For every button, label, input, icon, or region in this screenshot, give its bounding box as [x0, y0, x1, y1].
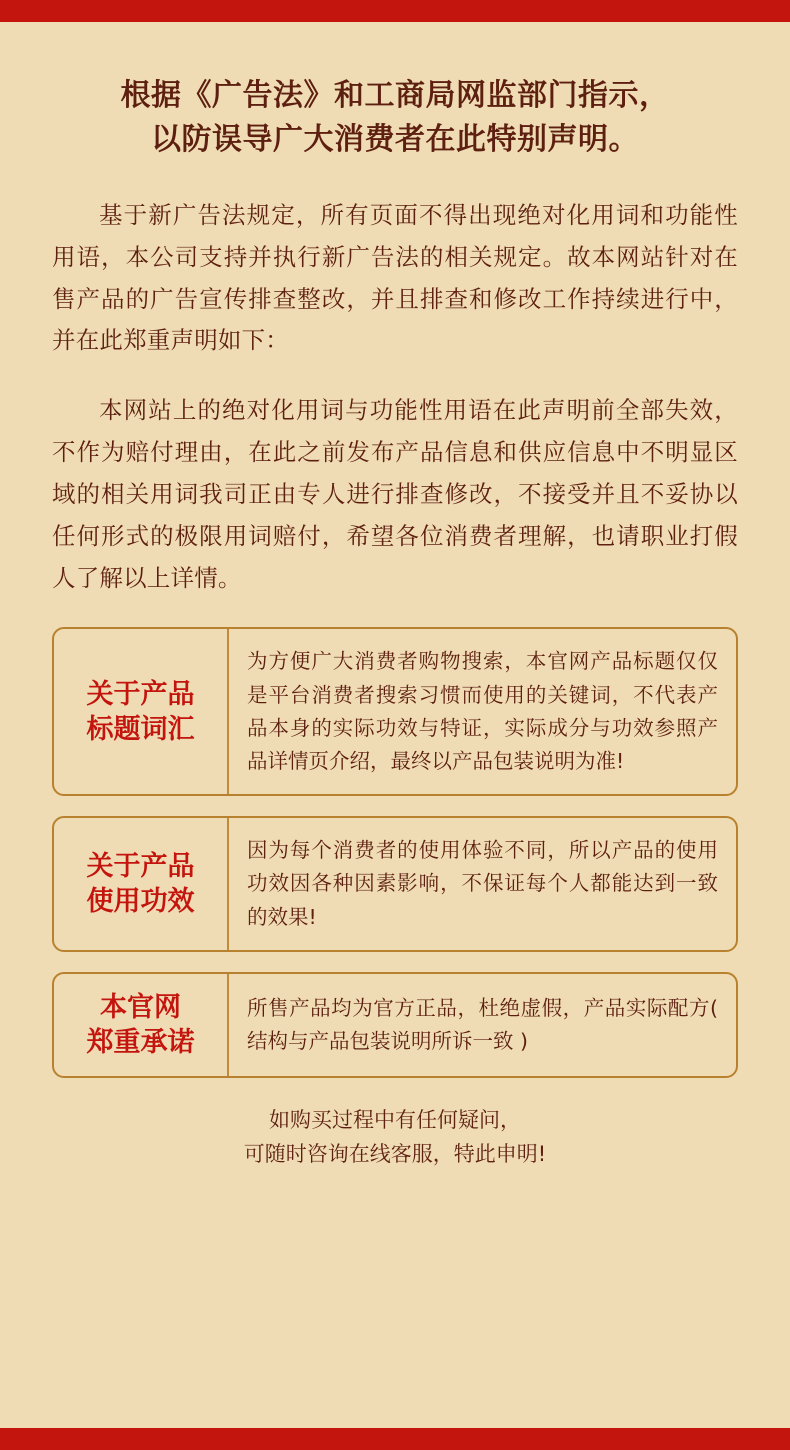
- card-label: [54, 629, 229, 794]
- card-label-line-1: 关于产品: [86, 678, 195, 710]
- bottom-red-band: [0, 1428, 790, 1450]
- footer-note-line-1: 如购买过程中有任何疑问，: [269, 1108, 521, 1133]
- card-label: [54, 818, 229, 950]
- card-text: 为方便广大消费者购物搜索，本官网产品标题仅仅是平台消费者搜索习惯而使用的关键词，不代表产品本身的实际功效与特证，实际成分与功效参照产品详情页介绍，最终以产品包装说明为准!: [247, 649, 718, 774]
- paragraph-1: 基于新广告法规定，所有页面不得出现绝对化用词和功能性用语，本公司支持并执行新广告法的相关规定。故本网站针对在售产品的广告宣传排查整改，并且排查和修改工作持续进行中，并在此郑重声明如下：: [52, 201, 738, 355]
- card-label-line-2: 标题词汇: [86, 713, 195, 745]
- card-product-title-wording: [52, 627, 738, 796]
- page-title: [52, 22, 738, 161]
- footer-note: [52, 1104, 738, 1171]
- card-label-line-2: 使用功效: [86, 886, 195, 918]
- paragraph-2: 本网站上的绝对化用词与功能性用语在此声明前全部失效，不作为赔付理由，在此之前发布产品信息和供应信息中不明显区域的相关用词我司正由专人进行排查修改，不接受并且不妥协以任何形式的极限用词赔付，希望各位消费者理解，也请职业打假人了解以上详情。: [52, 396, 738, 592]
- declaration-panel: [0, 22, 790, 1428]
- page-title-line-1: 根据《广告法》和工商局网监部门指示，: [120, 78, 670, 113]
- card-label: [54, 974, 229, 1076]
- page-title-line-2: 以防误导广大消费者在此特别声明。: [151, 121, 639, 157]
- card-label-line-2: 郑重承诺: [86, 1026, 195, 1058]
- statement-cards: [52, 627, 738, 1078]
- declaration-body: [52, 195, 738, 599]
- footer-note-line-2: 可随时咨询在线客服，特此申明!: [243, 1141, 547, 1166]
- card-label-line-1: 本官网: [100, 991, 181, 1023]
- top-red-band: [0, 0, 790, 22]
- card-text: 所售产品均为官方正品，杜绝虚假，产品实际配方( 结构与产品包装说明所诉一致 ): [247, 995, 718, 1053]
- card-official-promise: [52, 972, 738, 1078]
- card-label-line-1: 关于产品: [86, 850, 195, 882]
- card-text: 因为每个消费者的使用体验不同，所以产品的使用功效因各种因素影响，不保证每个人都能达到一致的效果!: [247, 838, 718, 929]
- card-product-efficacy: [52, 816, 738, 952]
